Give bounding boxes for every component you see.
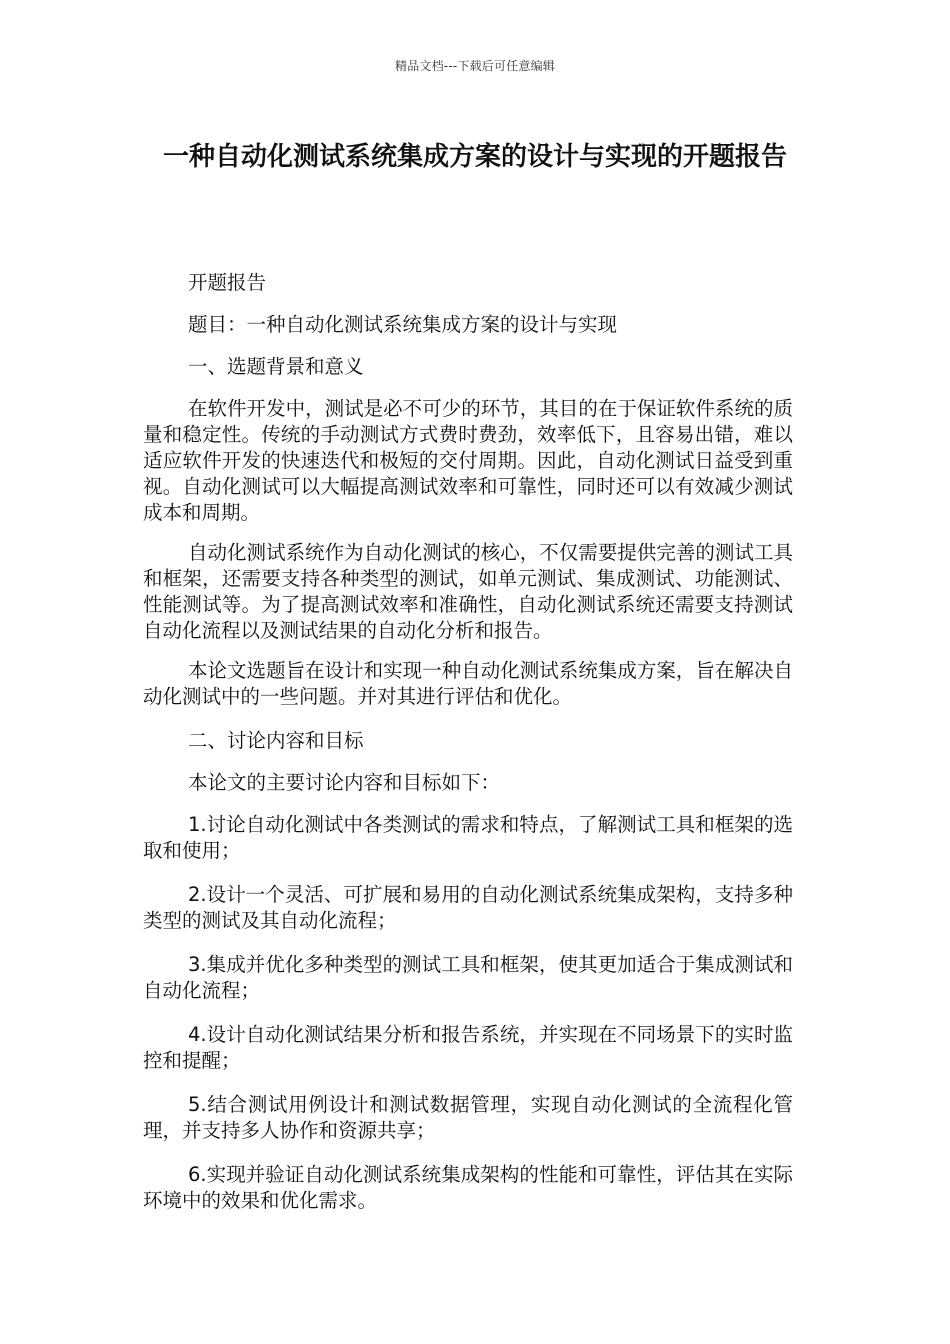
list-item-goal-1: 1.讨论自动化测试中各类测试的需求和特点，了解测试工具和框架的选取和使用； <box>143 813 793 862</box>
paragraph-background-1: 在软件开发中，测试是必不可少的环节，其目的在于保证软件系统的质量和稳定性。传统的手动测试方式费时费劲，效率低下，且容易出错，难以适应软件开发的快速迭代和极短的交付周期。因此，自动化测试日益受到重视。自动化测试可以大幅提高测试效率和可靠性，同时还可以有效减少测试成本和周期。 <box>143 397 793 524</box>
document-title: 一种自动化测试系统集成方案的设计与实现的开题报告 <box>162 142 787 172</box>
list-item-goal-6: 6.实现并验证自动化测试系统集成架构的性能和可靠性，评估其在实际环境中的效果和优化需求。 <box>143 1163 793 1212</box>
paragraph-background-2: 自动化测试系统作为自动化测试的核心，不仅需要提供完善的测试工具和框架，还需要支持各种类型的测试，如单元测试、集成测试、功能测试、性能测试等。为了提高测试效率和准确性，自动化测试系统还需要支持测试自动化流程以及测试结果的自动化分析和报告。 <box>143 541 793 642</box>
list-item-goal-2: 2.设计一个灵活、可扩展和易用的自动化测试系统集成架构，支持多种类型的测试及其自动化流程； <box>143 883 793 932</box>
header-note: 精品文档---下载后可任意编辑 <box>395 59 555 73</box>
list-item-goal-4: 4.设计自动化测试结果分析和报告系统，并实现在不同场景下的实时监控和提醒； <box>143 1023 793 1072</box>
section-label: 开题报告 <box>188 271 267 294</box>
topic-line: 题目：一种自动化测试系统集成方案的设计与实现 <box>188 313 618 336</box>
list-item-goal-3: 3.集成并优化多种类型的测试工具和框架，使其更加适合于集成测试和自动化流程； <box>143 953 793 1002</box>
list-item-goal-5: 5.结合测试用例设计和测试数据管理，实现自动化测试的全流程化管理，并支持多人协作和资源共享； <box>143 1093 793 1142</box>
section-heading-content: 二、讨论内容和目标 <box>188 729 364 752</box>
paragraph-background-3: 本论文选题旨在设计和实现一种自动化测试系统集成方案，旨在解决自动化测试中的一些问题。并对其进行评估和优化。 <box>143 659 793 708</box>
paragraph-content-intro: 本论文的主要讨论内容和目标如下： <box>188 771 501 794</box>
document-body <box>143 270 793 1214</box>
section-heading-background: 一、选题背景和意义 <box>188 355 364 378</box>
